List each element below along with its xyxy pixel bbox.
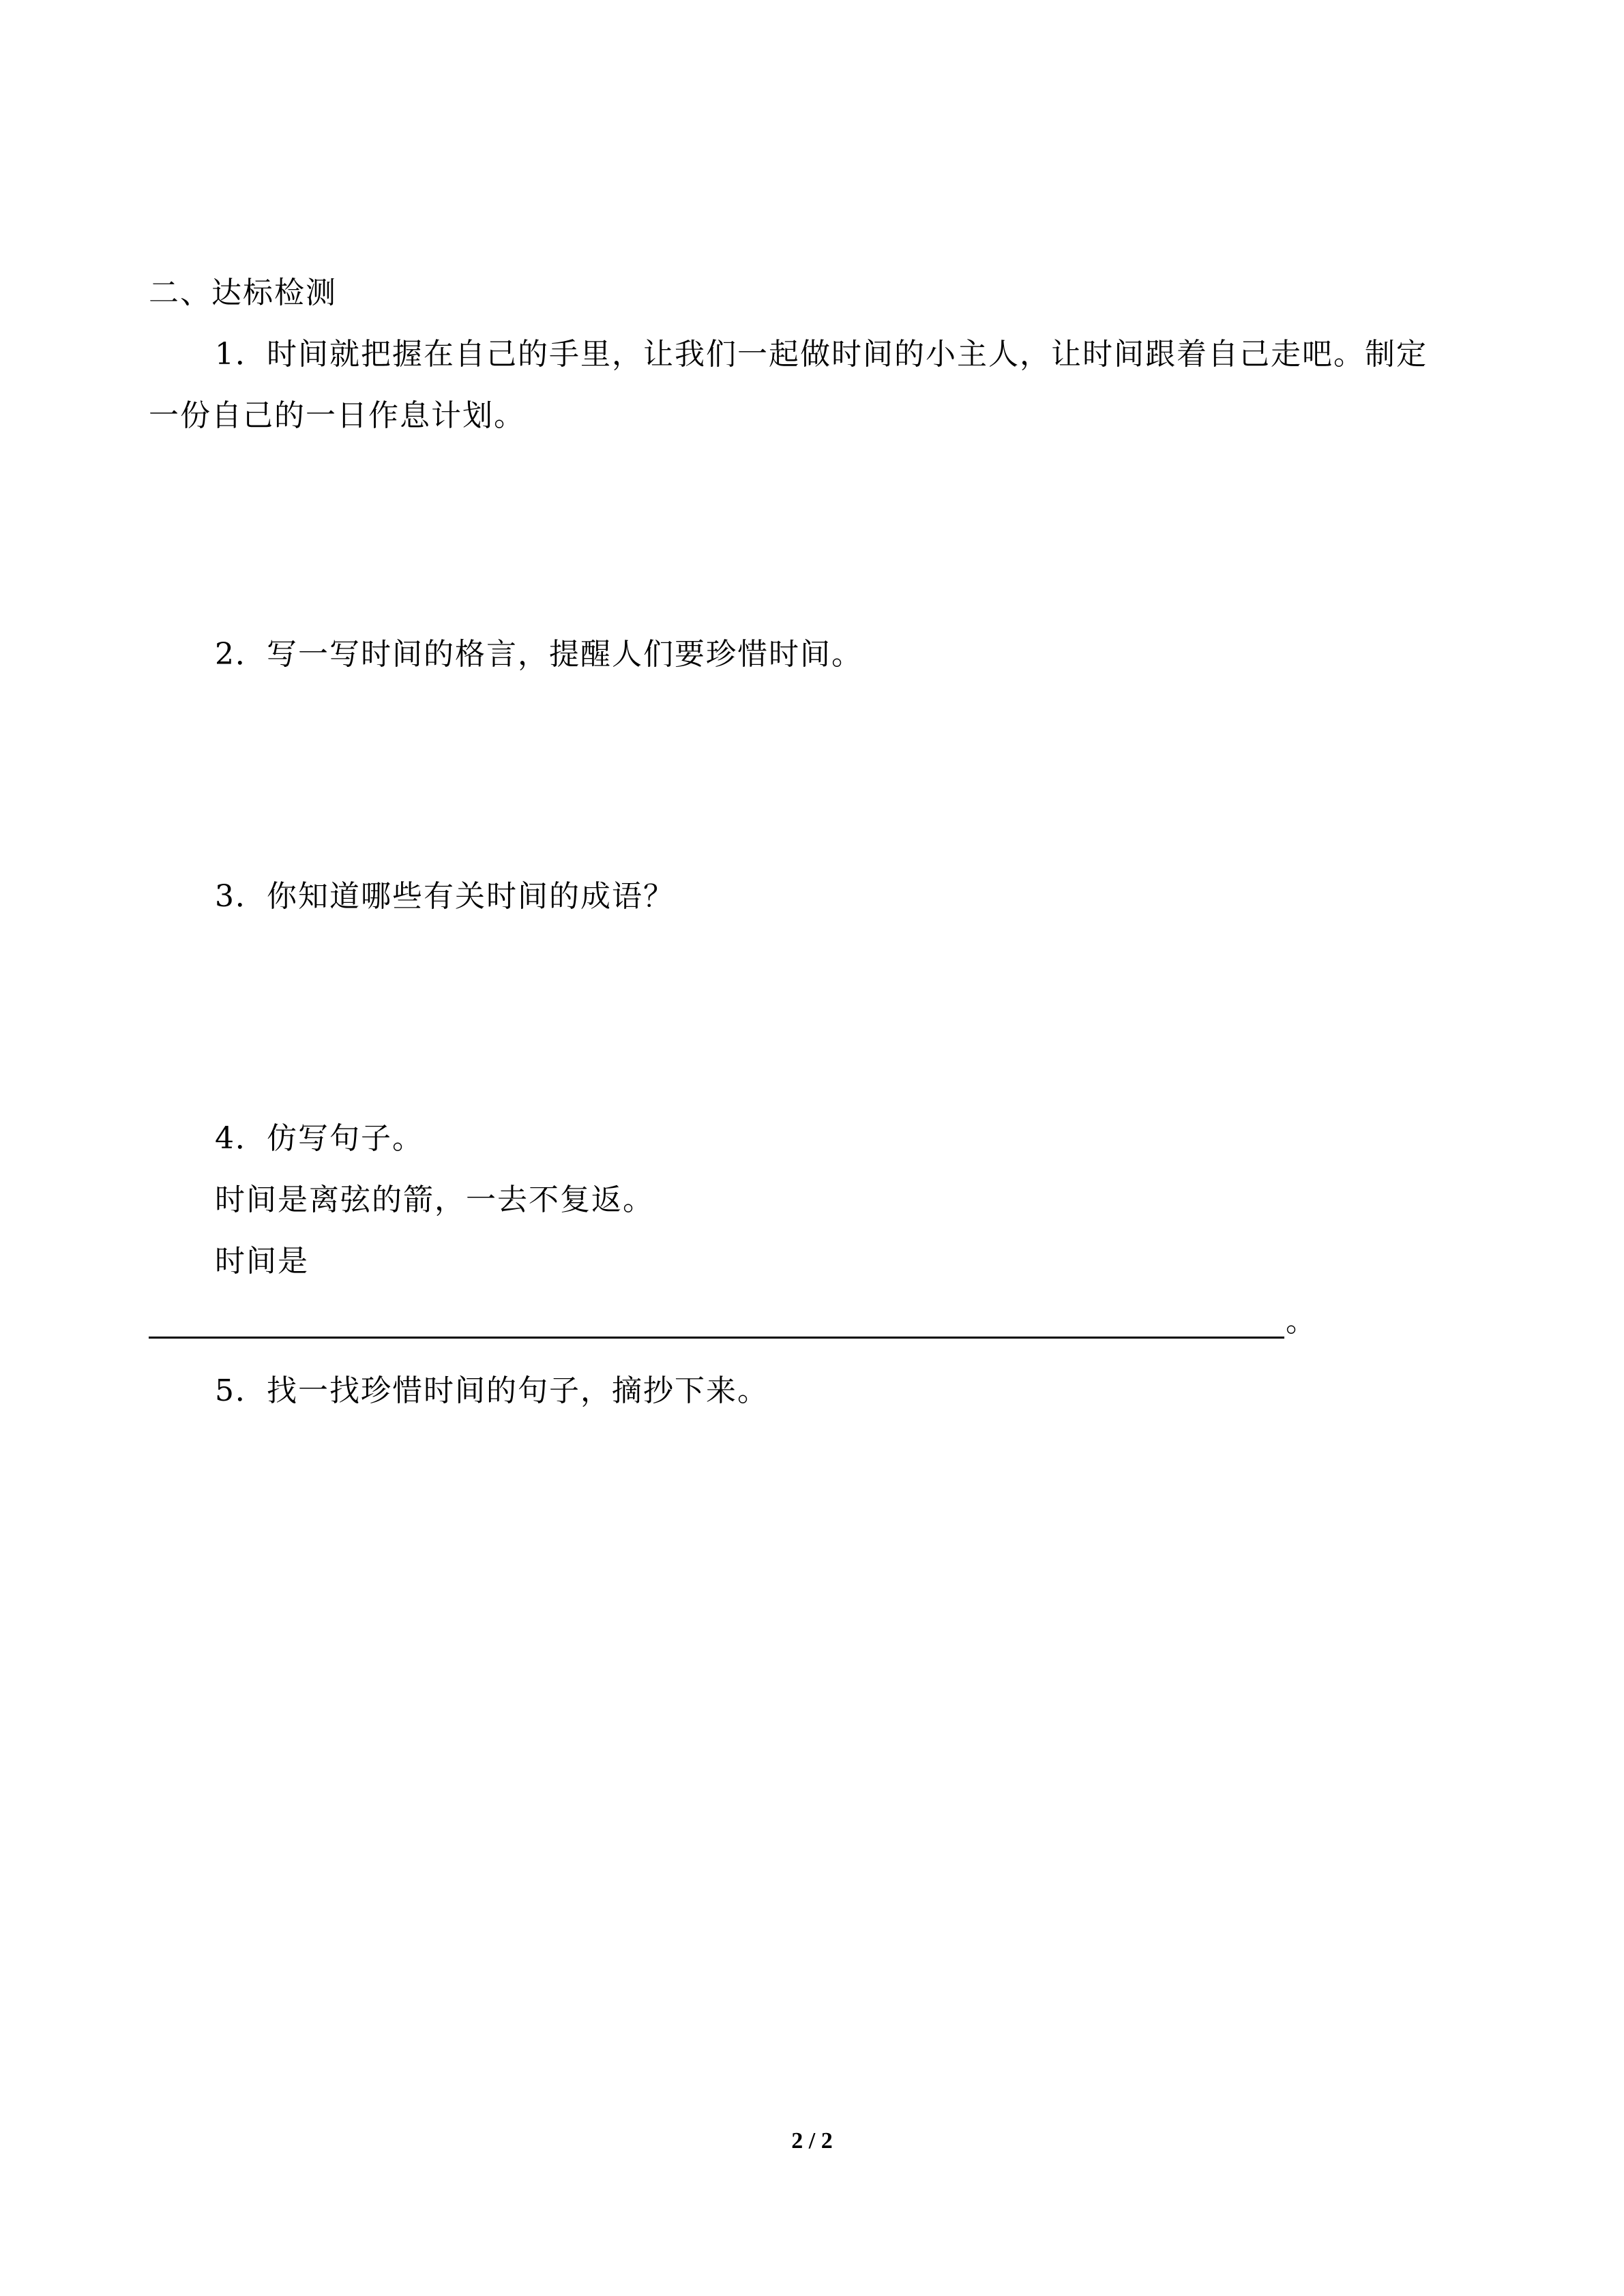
section-heading: 二、达标检测 (149, 275, 337, 310)
question-1-line-1: 1．时间就把握在自己的手里，让我们一起做时间的小主人，让时间跟着自己走吧。制定 (215, 337, 1428, 372)
question-1-line-2: 一份自己的一日作息计划。 (149, 398, 525, 433)
question-4: 4．仿写句子。 (215, 1121, 424, 1156)
question-5: 5．找一找珍惜时间的句子，摘抄下来。 (215, 1373, 769, 1408)
question-4-prompt: 时间是 (215, 1244, 309, 1279)
question-2: 2．写一写时间的格言，提醒人们要珍惜时间。 (215, 637, 863, 672)
question-3: 3．你知道哪些有关时间的成语？ (215, 879, 675, 914)
page-number: 2 / 2 (791, 2128, 833, 2153)
answer-underline (149, 1337, 1284, 1339)
question-4-example-sentence: 时间是离弦的箭，一去不复返。 (215, 1182, 654, 1217)
blank-end-punctuation: 。 (1286, 1304, 1316, 1339)
